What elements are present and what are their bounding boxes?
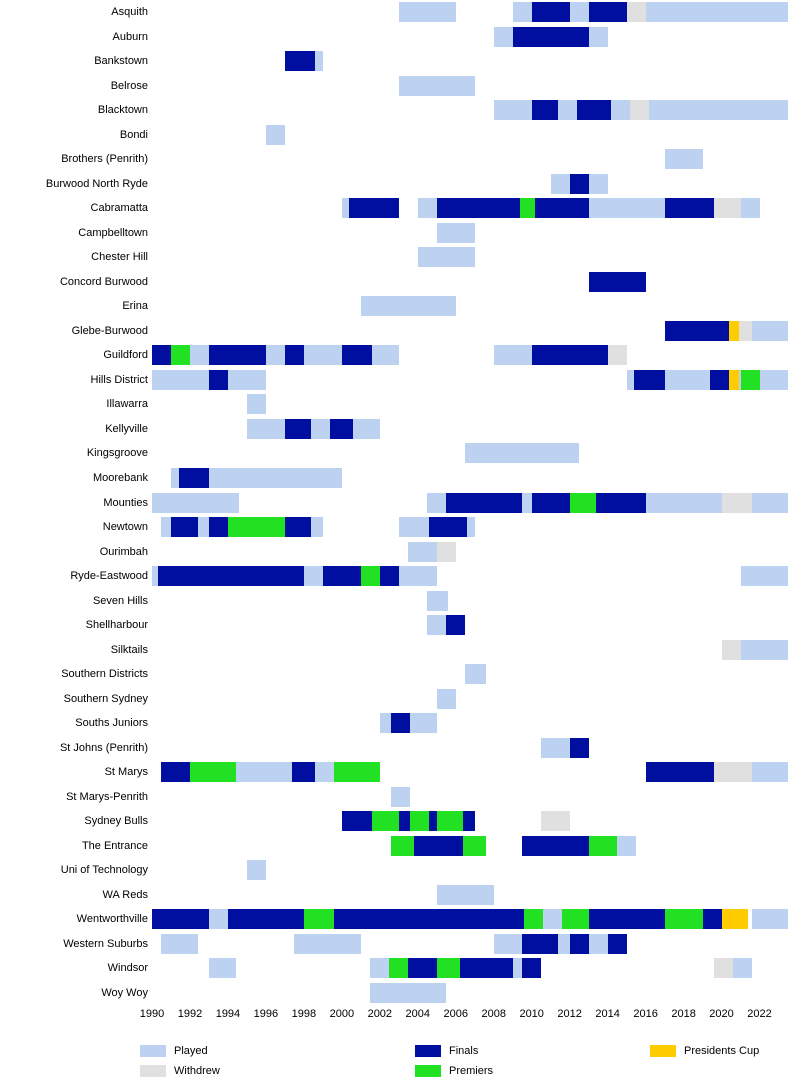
bar-segment bbox=[703, 909, 722, 929]
y-axis-tick-label: Southern Sydney bbox=[63, 692, 148, 705]
bar-segment bbox=[437, 958, 460, 978]
y-axis-tick-label: Southern Districts bbox=[61, 668, 148, 681]
legend-label: Presidents Cup bbox=[684, 1045, 760, 1057]
bar-segment bbox=[722, 909, 749, 929]
bar-segment bbox=[323, 566, 361, 586]
bar-segment bbox=[570, 738, 589, 758]
y-axis-tick-label: Ourimbah bbox=[99, 545, 148, 558]
y-axis-tick-label: Shellharbour bbox=[85, 619, 148, 632]
bar-segment bbox=[370, 983, 446, 1003]
y-axis-tick-label: Souths Juniors bbox=[75, 717, 148, 730]
bar-segment bbox=[399, 76, 475, 96]
bar-segment bbox=[665, 149, 703, 169]
bar-segment bbox=[209, 370, 228, 390]
legend-swatch bbox=[140, 1045, 166, 1057]
x-axis-tick-label: 2004 bbox=[405, 1008, 431, 1020]
x-axis-tick-label: 2016 bbox=[633, 1008, 658, 1020]
y-axis-tick-label: Concord Burwood bbox=[59, 275, 148, 288]
legend-label: Played bbox=[174, 1045, 208, 1057]
bar-segment bbox=[161, 762, 189, 782]
y-axis-tick-label: St Marys bbox=[104, 766, 148, 779]
bar-segment bbox=[630, 100, 649, 120]
y-axis-tick-label: Bondi bbox=[119, 128, 148, 141]
bar-segment bbox=[179, 468, 209, 488]
bar-segment bbox=[427, 591, 448, 611]
y-axis-tick-label: Woy Woy bbox=[101, 986, 148, 999]
legend-swatch bbox=[415, 1045, 441, 1057]
bar-segment bbox=[399, 2, 456, 22]
bar-segment bbox=[714, 198, 741, 218]
bar-segment bbox=[741, 370, 760, 390]
legend-swatch bbox=[650, 1045, 676, 1057]
bar-segment bbox=[710, 370, 729, 390]
bar-segment bbox=[408, 542, 436, 562]
bar-segment bbox=[520, 198, 535, 218]
y-axis-tick-label: Brothers (Penrith) bbox=[61, 153, 148, 166]
bar-segment bbox=[562, 909, 589, 929]
bar-segment bbox=[209, 345, 266, 365]
bar-segment bbox=[437, 542, 456, 562]
bar-segment bbox=[524, 909, 543, 929]
bar-segment bbox=[228, 909, 304, 929]
bar-segment bbox=[665, 321, 733, 341]
bar-segment bbox=[589, 272, 646, 292]
y-axis-tick-label: Glebe-Burwood bbox=[71, 324, 148, 337]
y-axis-tick-label: Cabramatta bbox=[90, 202, 148, 215]
bar-segment bbox=[372, 811, 399, 831]
bar-segment bbox=[429, 517, 467, 537]
bar-segment bbox=[190, 762, 236, 782]
bar-segment bbox=[665, 198, 714, 218]
bar-segment bbox=[408, 958, 436, 978]
plot-area bbox=[152, 0, 788, 1005]
bar-segment bbox=[570, 934, 589, 954]
bar-segment bbox=[342, 345, 372, 365]
bar-segment bbox=[437, 689, 456, 709]
y-axis-tick-label: Kellyville bbox=[105, 422, 148, 435]
x-axis-tick-label: 2022 bbox=[747, 1008, 772, 1020]
y-axis-tick-label: Wentworthville bbox=[76, 913, 148, 926]
y-axis-tick-label: Western Suburbs bbox=[63, 937, 148, 950]
bar-segment bbox=[589, 836, 617, 856]
bar-segment bbox=[577, 100, 611, 120]
bar-segment bbox=[465, 443, 579, 463]
y-axis-tick-label: Newtown bbox=[102, 521, 148, 533]
bar-segment bbox=[285, 517, 312, 537]
x-axis-tick-label: 1998 bbox=[291, 1008, 317, 1020]
bar-segment bbox=[532, 493, 570, 513]
bar-segment bbox=[391, 836, 414, 856]
bar-segment bbox=[446, 615, 465, 635]
bar-segment bbox=[646, 762, 714, 782]
legend-label: Premiers bbox=[449, 1065, 494, 1077]
bar-segment bbox=[152, 345, 171, 365]
bar-segment bbox=[752, 909, 788, 929]
y-axis-tick-label: St Johns (Penrith) bbox=[59, 741, 148, 754]
x-axis-tick-label: 2000 bbox=[329, 1008, 355, 1020]
bar-segment bbox=[460, 958, 513, 978]
bar-segment bbox=[570, 493, 597, 513]
bar-segment bbox=[729, 321, 738, 341]
bar-segment bbox=[522, 958, 541, 978]
bar-segment bbox=[532, 2, 570, 22]
bar-segment bbox=[228, 517, 285, 537]
bar-segment bbox=[532, 345, 608, 365]
x-axis-tick-label: 2012 bbox=[557, 1008, 582, 1020]
y-axis-tick-label: Windsor bbox=[107, 962, 148, 975]
x-axis-tick-label: 2008 bbox=[481, 1008, 506, 1020]
x-axis-tick-label: 2006 bbox=[443, 1008, 468, 1020]
y-axis-tick-label: WA Reds bbox=[102, 888, 148, 901]
bar-segment bbox=[209, 517, 228, 537]
bar-segment bbox=[665, 909, 703, 929]
x-axis bbox=[139, 1008, 788, 1030]
bar-segment bbox=[190, 345, 209, 365]
y-axis-tick-label: Asquith bbox=[111, 6, 148, 19]
legend-swatch bbox=[415, 1065, 441, 1077]
bar-segment bbox=[247, 860, 266, 880]
bar-segment bbox=[437, 223, 475, 243]
bar-segment bbox=[649, 100, 788, 120]
y-axis-tick-label: Kingsgroove bbox=[86, 447, 148, 460]
bar-segment bbox=[158, 566, 304, 586]
y-axis-tick-label: Bankstown bbox=[94, 55, 148, 68]
bar-segment bbox=[541, 811, 569, 831]
bar-segment bbox=[334, 762, 380, 782]
bar-segment bbox=[380, 566, 399, 586]
y-axis-tick-label: Auburn bbox=[112, 30, 148, 43]
bar-segment bbox=[266, 125, 285, 145]
bar-segment bbox=[617, 836, 636, 856]
bar-segment bbox=[292, 762, 315, 782]
bar-segment bbox=[285, 345, 304, 365]
bar-segment bbox=[389, 958, 408, 978]
bar-segment bbox=[437, 811, 464, 831]
bar-segment bbox=[739, 321, 752, 341]
y-axis-tick-label: The Entrance bbox=[81, 839, 148, 852]
bar-segment bbox=[304, 909, 334, 929]
x-axis-tick-label: 2018 bbox=[671, 1008, 696, 1020]
bar-segment bbox=[722, 640, 741, 660]
bar-segment bbox=[391, 787, 410, 807]
bar-segment bbox=[171, 345, 190, 365]
x-axis-tick-label: 1990 bbox=[139, 1008, 165, 1020]
bar-segment bbox=[714, 958, 733, 978]
bar-segment bbox=[535, 198, 588, 218]
y-axis-tick-label: St Marys-Penrith bbox=[66, 790, 148, 803]
bar-segment bbox=[465, 664, 486, 684]
chart-legend bbox=[0, 1040, 800, 1080]
bar-segment bbox=[513, 27, 589, 47]
bar-segment bbox=[722, 493, 752, 513]
y-axis-tick-label: Sydney Bulls bbox=[84, 815, 148, 828]
bar-segment bbox=[741, 566, 788, 586]
y-axis-tick-label: Campbelltown bbox=[78, 226, 148, 239]
y-axis-tick-label: Uni of Technology bbox=[60, 864, 148, 877]
bar-segment bbox=[446, 493, 522, 513]
bar-segment bbox=[741, 198, 760, 218]
y-axis-tick-label: Blacktown bbox=[97, 104, 148, 117]
x-axis-tick-label: 2002 bbox=[367, 1008, 393, 1020]
bar-segment bbox=[733, 958, 752, 978]
bar-segment bbox=[752, 493, 788, 513]
y-axis-tick-label: Chester Hill bbox=[91, 251, 148, 264]
bar-segment bbox=[608, 345, 627, 365]
bar-segment bbox=[171, 517, 198, 537]
y-axis-tick-label: Seven Hills bbox=[92, 594, 148, 607]
bar-segment bbox=[627, 2, 646, 22]
bar-segment bbox=[152, 493, 239, 513]
bar-segment bbox=[634, 370, 664, 390]
bar-segment bbox=[522, 934, 558, 954]
x-axis-tick-label: 1994 bbox=[215, 1008, 241, 1020]
bar-segment bbox=[330, 419, 353, 439]
bar-segment bbox=[418, 247, 475, 267]
bar-segment bbox=[349, 198, 398, 218]
bar-segment bbox=[361, 566, 380, 586]
x-axis-tick-label: 1996 bbox=[253, 1008, 279, 1020]
bar-segment bbox=[161, 934, 197, 954]
y-axis-tick-label: Belrose bbox=[110, 79, 148, 92]
bar-segment bbox=[532, 100, 559, 120]
y-axis-tick-label: Hills District bbox=[90, 373, 148, 386]
x-axis-tick-label: 1992 bbox=[177, 1008, 203, 1020]
bar-segment bbox=[152, 909, 209, 929]
legend-label: Finals bbox=[449, 1045, 479, 1057]
bar-segment bbox=[285, 51, 315, 71]
bar-segment bbox=[391, 713, 410, 733]
bar-segment bbox=[608, 934, 627, 954]
bar-segment bbox=[589, 2, 627, 22]
bar-segment bbox=[437, 198, 521, 218]
bar-segment bbox=[414, 836, 463, 856]
bar-segment bbox=[294, 934, 360, 954]
bar-segment bbox=[741, 640, 788, 660]
bar-segment bbox=[760, 370, 788, 390]
y-axis-tick-label: Illawarra bbox=[106, 398, 148, 411]
bar-segment bbox=[729, 370, 738, 390]
bar-segment bbox=[334, 909, 505, 929]
x-axis-tick-label: 2020 bbox=[709, 1008, 734, 1020]
bar-segment bbox=[570, 174, 589, 194]
bar-segment bbox=[247, 394, 266, 414]
y-axis-tick-label: Silktails bbox=[110, 643, 148, 656]
bar-segment bbox=[209, 958, 236, 978]
bar-segment bbox=[714, 762, 752, 782]
legend-label: Withdrew bbox=[174, 1065, 220, 1077]
bar-segment bbox=[361, 296, 456, 316]
y-axis-tick-label: Burwood North Ryde bbox=[45, 177, 148, 190]
bar-segment bbox=[752, 321, 788, 341]
legend-swatch bbox=[140, 1065, 166, 1077]
x-axis-tick-label: 2010 bbox=[519, 1008, 544, 1020]
bar-segment bbox=[285, 419, 312, 439]
bar-segment bbox=[410, 811, 429, 831]
y-axis-tick-label: Guildford bbox=[103, 349, 148, 362]
y-axis-tick-label: Mounties bbox=[103, 496, 148, 509]
y-axis-tick-label: Erina bbox=[122, 300, 148, 313]
y-axis-tick-label: Moorebank bbox=[92, 471, 148, 484]
bar-segment bbox=[646, 2, 788, 22]
bar-segment bbox=[463, 836, 486, 856]
bar-segment bbox=[589, 909, 665, 929]
bar-segment bbox=[596, 493, 645, 513]
bar-segment bbox=[247, 419, 380, 439]
y-axis-tick-label: Ryde-Eastwood bbox=[70, 570, 148, 583]
x-axis-tick-label: 2014 bbox=[595, 1008, 620, 1020]
bar-segment bbox=[437, 885, 494, 905]
bar-segment bbox=[752, 762, 788, 782]
